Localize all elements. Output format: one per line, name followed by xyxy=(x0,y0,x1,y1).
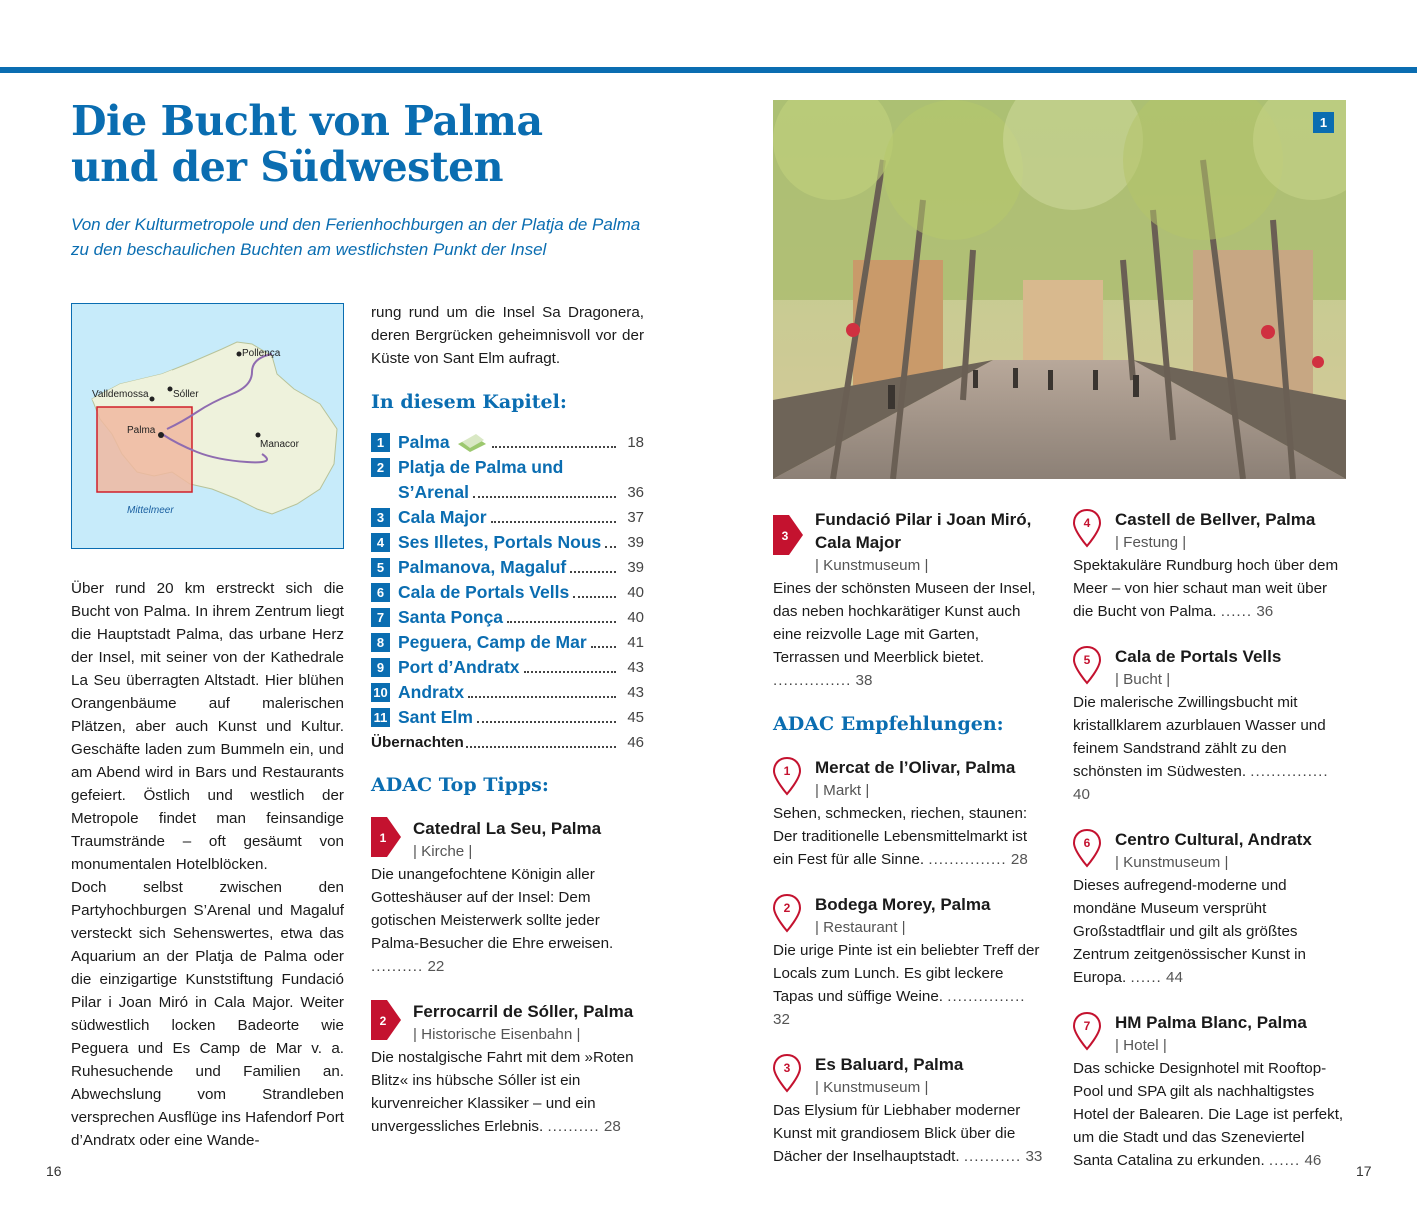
toc-item[interactable] xyxy=(371,430,644,455)
tipp-number: 1 xyxy=(379,831,387,845)
tipp-title: Catedral La Seu, Palma xyxy=(413,819,602,838)
toc-label: Palmanova, Magaluf xyxy=(398,557,567,577)
toc-label: Santa Ponça xyxy=(398,607,504,627)
page-subtitle: Von der Kulturmetropole und den Ferienhochburgen an der Platja de Palma zu den beschaulichen Buchten am westlichsten Punkt der Insel xyxy=(71,215,641,259)
empfehlung-3 xyxy=(773,1053,1046,1168)
toc-label: Andratx xyxy=(398,682,465,702)
toc-number: 8 xyxy=(371,633,390,652)
right-column-2 xyxy=(1073,508,1346,1172)
top-tipp-1 xyxy=(371,817,644,978)
toc-number: 2 xyxy=(371,458,390,477)
toc-page: 40 xyxy=(627,584,644,601)
right-column-1 xyxy=(773,508,1046,1168)
toc-number: 7 xyxy=(371,608,390,627)
tipp-body: Die nostalgische Fahrt mit dem »Roten Blitz« ins hübsche Sóller ist ein kurvenreicher Klassiker – und ein unvergessliches Erlebnis. xyxy=(371,1049,634,1135)
empfehlung-4 xyxy=(1073,508,1346,623)
toc-number: 3 xyxy=(371,508,390,527)
tipp-text: Die unangefochtene Königin aller Gotteshäuser auf der Insel: Dem gotischen Meisterwerk sollte jeder Palma-Besucher die Ehre erweisen. .......... 22 xyxy=(371,866,614,975)
empfehlung-2 xyxy=(773,893,1046,1031)
pin-number: 5 xyxy=(1083,653,1091,667)
tipp-title: Castell de Bellver, Palma xyxy=(1115,510,1316,529)
toc-page: 46 xyxy=(627,734,644,751)
tipp-text: Die malerische Zwillingsbucht mit kristallklarem azurblauen Wasser und feinem Sandstrand zählt zu den schönsten im Südwesten. ............... 40 xyxy=(1073,694,1329,803)
tipp-title: Centro Cultural, Andratx xyxy=(1115,830,1312,849)
tipp-title: Fundació Pilar i Joan Miró, Cala Major xyxy=(815,510,1032,552)
map-label-valldemossa: Valldemossa xyxy=(92,389,149,400)
empfehlung-5 xyxy=(1073,645,1346,806)
toc-item[interactable] xyxy=(371,605,644,630)
toc-number: 5 xyxy=(371,558,390,577)
pin-number: 2 xyxy=(783,901,791,915)
tipp-text: Die nostalgische Fahrt mit dem »Roten Blitz« ins hübsche Sóller ist ein kurvenreicher Klassiker – und ein unvergessliches Erlebnis. .......... 28 xyxy=(371,1049,634,1135)
tipp-category: | Festung | xyxy=(1115,534,1187,551)
tipp-title: Mercat de l’Olivar, Palma xyxy=(815,758,1016,777)
pin-number: 6 xyxy=(1083,836,1091,850)
photo-number-badge: 1 xyxy=(1313,112,1334,133)
toc-item[interactable] xyxy=(371,680,644,705)
tipp-category: | Historische Eisenbahn | xyxy=(413,1026,581,1043)
pin-number: 7 xyxy=(1083,1019,1091,1033)
tipp-category: | Markt | xyxy=(815,782,870,799)
tipp-title: Bodega Morey, Palma xyxy=(815,895,991,914)
tipp-category: | Kunstmuseum | xyxy=(815,557,929,574)
photo-illustration xyxy=(773,100,1346,479)
empfehlung-1 xyxy=(773,756,1046,871)
pin-number: 4 xyxy=(1083,516,1091,530)
toc-label: Platja de Palma und xyxy=(398,457,564,477)
toc-number: 9 xyxy=(371,658,390,677)
tipp-title: Es Baluard, Palma xyxy=(815,1055,964,1074)
intro-column-1 xyxy=(71,577,344,1152)
title-line-2: und der Südwesten xyxy=(71,143,504,191)
map-sheet-icon xyxy=(456,432,488,452)
tipp-text: Sehen, schmecken, riechen, staunen: Der traditionelle Lebensmittelmarkt ist ein Fest für alle Sinne. ............... 28 xyxy=(773,805,1028,868)
toc-number: 10 xyxy=(371,683,390,702)
toc-page: 18 xyxy=(627,434,644,451)
tipp-page: 32 xyxy=(773,1011,790,1028)
tipp-number: 2 xyxy=(379,1014,387,1028)
toc-item[interactable] xyxy=(371,580,644,605)
page-number-right: 17 xyxy=(1356,1163,1372,1179)
soller-dot xyxy=(168,387,173,392)
toc-label: Sant Elm xyxy=(398,707,473,727)
toc-page: 39 xyxy=(627,559,644,576)
toc-item[interactable] xyxy=(371,555,644,580)
toc-item[interactable] xyxy=(371,655,644,680)
tipp-text: Das Elysium für Liebhaber moderner Kunst mit grandiosem Blick über die Dächer der Inselhauptstadt. ........... 33 xyxy=(773,1102,1043,1165)
page-title xyxy=(71,98,543,190)
manacor-dot xyxy=(256,433,261,438)
toc-label: Peguera, Camp de Mar xyxy=(398,632,587,652)
toc-list xyxy=(371,430,644,755)
toc-label: Palma xyxy=(398,432,450,452)
intro-paragraph-1: Über rund 20 km erstreckt sich die Bucht von Palma. In ihrem Zentrum liegt die Hauptstadt Palma, das urbane Herz der Insel, mit seiner von der Kathedrale La Seu überragten Altstadt. Hier blühen Orangenbäume auf malerischen Plätzen, aber auch Kunst und Kultur. Geschäfte laden zum Bummeln ein, und am Abend wird in Bars und Restaurants gefeiert. Östlich und westlich der Metropole findet man feinsandige Traumstrände – oft gesäumt von monumentalen Hotelblöcken. xyxy=(71,580,344,873)
pin-number: 3 xyxy=(783,1061,791,1075)
pollenca-dot xyxy=(237,352,242,357)
tipp-page: 28 xyxy=(1010,851,1028,868)
tipp-page: 33 xyxy=(1025,1148,1043,1165)
tipp-body: Sehen, schmecken, riechen, staunen: Der traditionelle Lebensmittelmarkt ist ein Fest für alle Sinne. xyxy=(773,805,1028,868)
toc-page: 43 xyxy=(627,684,644,701)
map-label-pollenca: Pollença xyxy=(242,348,281,359)
tipp-page: 46 xyxy=(1304,1152,1322,1169)
title-line-1: Die Bucht von Palma xyxy=(71,97,543,145)
tipp-body: Die unangefochtene Königin aller Gotteshäuser auf der Insel: Dem gotischen Meisterwerk sollte jeder Palma-Besucher die Ehre erweisen. xyxy=(371,866,614,952)
map-graphic xyxy=(72,304,343,548)
toc-item[interactable] xyxy=(371,455,644,480)
chapter-column xyxy=(371,301,644,1138)
avenue-photo xyxy=(773,100,1346,479)
tipp-category: | Restaurant | xyxy=(815,919,906,936)
pin-number: 1 xyxy=(783,764,791,778)
toc-item[interactable] xyxy=(371,505,644,530)
tipp-body: Das schicke Designhotel mit Rooftop-Pool und SPA gilt als nachhaltigstes Hotel der Balearen. Die Lage ist perfekt, um die Stadt und das Szeneviertel Santa Catalina zu erkunden. xyxy=(1073,1060,1344,1169)
toc-label: Port d’Andratx xyxy=(398,657,520,677)
toc-item[interactable] xyxy=(371,630,644,655)
map-label-soller: Sóller xyxy=(173,389,199,400)
top-rule xyxy=(0,67,1417,73)
highlight-area xyxy=(97,407,192,492)
tipp-body: Dieses aufregend-moderne und mondäne Museum versprüht Großstadtflair und gilt als größtes Zentrum zeitgenössischer Kunst in Europa. xyxy=(1073,877,1306,986)
toc-page: 45 xyxy=(627,709,644,726)
tipp-body: Die malerische Zwillingsbucht mit kristallklarem azurblauen Wasser und feinem Sandstrand zählt zu den schönsten im Südwesten. xyxy=(1073,694,1326,780)
page-number-left: 16 xyxy=(46,1163,62,1179)
toc-number: 6 xyxy=(371,583,390,602)
tipp-category: | Bucht | xyxy=(1115,671,1171,688)
tipp-text: Das schicke Designhotel mit Rooftop-Pool und SPA gilt als nachhaltigstes Hotel der Balearen. Die Lage ist perfekt, um die Stadt und das Szeneviertel Santa Catalina zu erkunden. ...... 46 xyxy=(1073,1060,1344,1169)
tipp-page: 22 xyxy=(427,958,445,975)
tipp-category: | Kunstmuseum | xyxy=(815,1079,929,1096)
tipp-title: Cala de Portals Vells xyxy=(1115,647,1282,666)
intro-paragraph-2: Doch selbst zwischen den Partyhochburgen S’Arenal und Magaluf versteckt sich Sehenswertes, etwa das Aquarium an der Platja de Palma oder die einzigartige Kunststiftung Fundació Pilar i Joan Miró in Cala Major. Weiter südwestlich locken Badeorte wie Peguera und Es Camp de Mar v. a. Ruhesuchende und Familien an. Abwechslung vom Strandleben versprechen Ausflüge ins Hafendorf Port d’Andratx oder eine Wande- xyxy=(71,879,344,1149)
tipp-title: HM Palma Blanc, Palma xyxy=(1115,1013,1307,1032)
toc-page: 40 xyxy=(627,609,644,626)
tipp-category: | Hotel | xyxy=(1115,1037,1167,1054)
tipp-category: | Kirche | xyxy=(413,843,473,860)
toc-page: 36 xyxy=(627,484,644,501)
toc-label: Ses Illetes, Portals Nous xyxy=(398,532,602,552)
map-label-palma: Palma xyxy=(127,425,156,436)
region-map xyxy=(71,303,344,549)
empfehlungen-heading: ADAC Empfehlungen: xyxy=(773,713,1004,735)
tipp-page: 28 xyxy=(603,1118,621,1135)
top-tipps-heading: ADAC Top Tipps: xyxy=(371,774,549,796)
toc-label: Übernachten xyxy=(371,734,464,751)
intro-continuation: rung rund um die Insel Sa Dragonera, deren Bergrücken geheimnisvoll vor der Küste von Sant Elm aufragt. xyxy=(371,304,644,367)
tipp-page: 38 xyxy=(855,672,873,689)
top-tipp-3 xyxy=(773,508,1046,692)
tipp-body: Das Elysium für Liebhaber moderner Kunst mit grandiosem Blick über die Dächer der Inselhauptstadt. xyxy=(773,1102,1021,1165)
empfehlung-6 xyxy=(1073,828,1346,989)
toc-item[interactable] xyxy=(371,705,644,730)
tipp-body: Die urige Pinte ist ein beliebter Treff der Locals zum Lunch. Es gibt leckere Tapas und süffige Weine. xyxy=(773,942,1040,1005)
tipp-text: Eines der schönsten Museen der Insel, das neben hochkarätiger Kunst auch eine reizvolle Lage mit Garten, Terrassen und Meerblick bietet. ............... 38 xyxy=(773,580,1036,689)
toc-item-continued[interactable] xyxy=(371,480,644,505)
tipp-page: 40 xyxy=(1073,786,1090,803)
tipp-text: Die urige Pinte ist ein beliebter Treff der Locals zum Lunch. Es gibt leckere Tapas und süffige Weine. ............... 32 xyxy=(773,942,1040,1028)
toc-page: 41 xyxy=(627,634,644,651)
valldemossa-dot xyxy=(150,397,155,402)
tipp-page: 44 xyxy=(1166,969,1183,986)
toc-heading: In diesem Kapitel: xyxy=(371,391,567,413)
toc-page: 43 xyxy=(627,659,644,676)
toc-label: S’Arenal xyxy=(398,482,469,502)
toc-number: 4 xyxy=(371,533,390,552)
tipp-body: Spektakuläre Rundburg hoch über dem Meer – von hier schaut man weit über die Bucht von Palma. xyxy=(1073,557,1339,620)
map-label-sea: Mittelmeer xyxy=(127,505,174,516)
toc-page: 39 xyxy=(627,534,644,551)
tipp-body: Eines der schönsten Museen der Insel, das neben hochkarätiger Kunst auch eine reizvolle Lage mit Garten, Terrassen und Meerblick bietet. xyxy=(773,580,1036,666)
empfehlung-7 xyxy=(1073,1011,1346,1172)
toc-page: 37 xyxy=(627,509,644,526)
toc-label: Cala de Portals Vells xyxy=(398,582,570,602)
tipp-page: 36 xyxy=(1256,603,1274,620)
toc-number: 1 xyxy=(371,433,390,452)
top-tipp-2 xyxy=(371,1000,644,1138)
toc-item-ubernachten[interactable] xyxy=(371,730,644,755)
tipp-text: Dieses aufregend-moderne und mondäne Museum versprüht Großstadtflair und gilt als größtes Zentrum zeitgenössischer Kunst in Europa. ...... 44 xyxy=(1073,877,1306,986)
tipp-category: | Kunstmuseum | xyxy=(1115,854,1229,871)
tipp-text: Spektakuläre Rundburg hoch über dem Meer – von hier schaut man weit über die Bucht von Palma. ...... 36 xyxy=(1073,557,1339,620)
toc-item[interactable] xyxy=(371,530,644,555)
toc-number: 11 xyxy=(371,708,390,727)
tipp-number: 3 xyxy=(781,529,789,543)
map-label-manacor: Manacor xyxy=(260,439,299,450)
palma-dot xyxy=(158,432,164,438)
tipp-title: Ferrocarril de Sóller, Palma xyxy=(413,1002,634,1021)
toc-label: Cala Major xyxy=(398,507,487,527)
